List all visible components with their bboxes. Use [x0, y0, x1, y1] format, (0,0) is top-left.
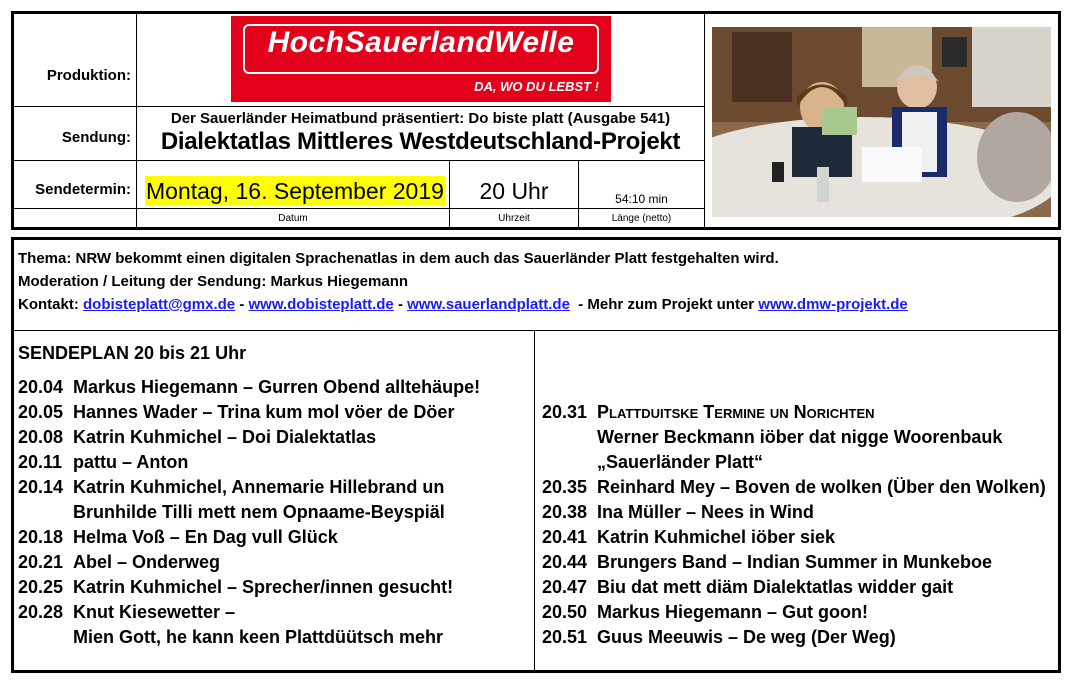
photo-illustration	[712, 27, 1051, 217]
broadcast-length: 54:10 min	[615, 192, 668, 206]
entry-title: Hannes Wader – Trina kum mol vöer de Döer	[73, 402, 455, 422]
schedule-entry	[18, 550, 480, 575]
schedule-entry	[542, 400, 1046, 425]
entry-time: 20.51	[542, 627, 588, 647]
schedule-entry	[18, 475, 480, 500]
dmw-projekt-link[interactable]: www.dmw-projekt.de	[758, 296, 908, 313]
kontakt-label: Kontakt:	[18, 296, 79, 313]
email-link[interactable]: dobisteplatt@gmx.de	[83, 296, 236, 313]
schedule-entry	[542, 550, 1046, 575]
sauerlandplatt-link[interactable]: www.sauerlandplatt.de	[407, 296, 570, 313]
entry-title: Katrin Kuhmichel – Sprecher/innen gesucht!	[73, 577, 454, 597]
schedule-entry	[542, 575, 1046, 600]
entry-time: 20.38	[542, 502, 588, 522]
divider	[534, 331, 535, 671]
schedule-entry	[18, 625, 480, 650]
entry-time: 20.05	[18, 402, 64, 422]
divider	[704, 13, 705, 228]
entry-time: 20.21	[18, 552, 64, 572]
entry-title: Knut Kiesewetter –	[73, 602, 236, 622]
entry-title: pattu – Anton	[73, 452, 189, 472]
entry-title: Helma Voß – En Dag vull Glück	[73, 527, 338, 547]
hochsauerlandwelle-logo	[231, 16, 611, 102]
produktion-label: Produktion:	[46, 67, 131, 84]
entry-time: 20.35	[542, 477, 588, 497]
entry-title: Biu dat mett diäm Dialektatlas widder gait	[597, 577, 954, 597]
logo-title: HochSauerlandWelle	[267, 26, 575, 59]
entry-title: Katrin Kuhmichel – Doi Dialektatlas	[73, 427, 377, 447]
entry-title: Guus Meeuwis – De weg (Der Weg)	[597, 627, 896, 647]
divider	[13, 330, 1059, 331]
time-caption: Uhrzeit	[498, 213, 530, 224]
schedule-entry	[542, 450, 1046, 475]
recording-session-photo	[712, 27, 1051, 217]
entry-title: Brunhilde Tilli mett nem Opnaame-Beyspiäl	[73, 502, 445, 522]
entry-title: Katrin Kuhmichel, Annemarie Hillebrand un	[73, 477, 445, 497]
length-caption: Länge (netto)	[611, 213, 672, 224]
entry-time: 20.04	[18, 377, 64, 397]
schedule-entry	[542, 425, 1046, 450]
sendetermin-label: Sendetermin:	[35, 181, 131, 198]
entry-time: 20.50	[542, 602, 588, 622]
schedule-entry	[542, 625, 1046, 650]
thema-line: Thema: NRW bekommt einen digitalen Sprachenatlas in dem auch das Sauerländer Platt festgehalten wird.	[18, 250, 779, 267]
schedule-entry	[18, 525, 480, 550]
episode-subtitle: Der Sauerländer Heimatbund präsentiert: Do biste platt (Ausgabe 541)	[170, 110, 671, 127]
divider	[13, 106, 704, 107]
entry-title: Abel – Onderweg	[73, 552, 221, 572]
dobisteplatt-link[interactable]: www.dobisteplatt.de	[248, 296, 394, 313]
schedule-entry	[542, 525, 1046, 550]
divider	[13, 160, 704, 161]
entry-title: Werner Beckmann iöber dat nigge Woorenbauk	[597, 427, 1003, 447]
entry-time: 20.47	[542, 577, 588, 597]
entry-time: 20.08	[18, 427, 64, 447]
entry-time: 20.25	[18, 577, 64, 597]
date-caption: Datum	[278, 213, 308, 224]
more-text: - Mehr zum Projekt unter	[569, 296, 759, 313]
schedule-entry	[18, 400, 480, 425]
schedule-left	[18, 375, 480, 650]
divider	[13, 208, 704, 209]
entry-time: 20.14	[18, 477, 64, 497]
schedule-entry	[18, 575, 480, 600]
schedule-entry	[18, 375, 480, 400]
schedule-entry	[18, 425, 480, 450]
broadcast-time: 20 Uhr	[479, 178, 549, 204]
entry-title: „Sauerländer Platt“	[597, 452, 764, 472]
entry-time: 20.31	[542, 402, 588, 422]
entry-title: Katrin Kuhmichel iöber siek	[597, 527, 836, 547]
entry-title: Ina Müller – Nees in Wind	[597, 502, 814, 522]
entry-time: 20.28	[18, 602, 64, 622]
entry-title: Plattduitske Termine un Norichten	[597, 402, 875, 422]
entry-title: Reinhard Mey – Boven de wolken (Über den Wolken)	[597, 477, 1046, 497]
entry-title: Markus Hiegemann – Gut goon!	[597, 602, 869, 622]
entry-title: Mien Gott, he kann keen Plattdüütsch mehr	[73, 627, 444, 647]
logo-slogan: DA, WO DU LEBST !	[474, 79, 599, 94]
episode-title: Dialektatlas Mittleres Westdeutschland-Projekt	[160, 128, 681, 155]
entry-title: Markus Hiegemann – Gurren Obend alltehäupe!	[73, 377, 481, 397]
entry-time: 20.18	[18, 527, 64, 547]
separator: -	[393, 296, 408, 313]
moderation-line: Moderation / Leitung der Sendung: Markus Hiegemann	[18, 273, 409, 290]
schedule-heading: SENDEPLAN 20 bis 21 Uhr	[18, 343, 247, 363]
schedule-entry	[18, 600, 480, 625]
schedule-entry	[542, 475, 1046, 500]
schedule-entry	[18, 500, 480, 525]
entry-title: Brungers Band – Indian Summer in Munkeboe	[597, 552, 993, 572]
schedule-entry	[542, 500, 1046, 525]
schedule-entry	[18, 450, 480, 475]
sendung-label: Sendung:	[61, 129, 131, 146]
kontakt-line	[18, 296, 908, 313]
separator: -	[235, 296, 249, 313]
entry-time: 20.41	[542, 527, 588, 547]
schedule-entry	[542, 600, 1046, 625]
schedule-right	[542, 400, 1046, 650]
entry-time: 20.11	[18, 452, 63, 472]
broadcast-date: Montag, 16. September 2019	[146, 178, 444, 204]
entry-time: 20.44	[542, 552, 588, 572]
